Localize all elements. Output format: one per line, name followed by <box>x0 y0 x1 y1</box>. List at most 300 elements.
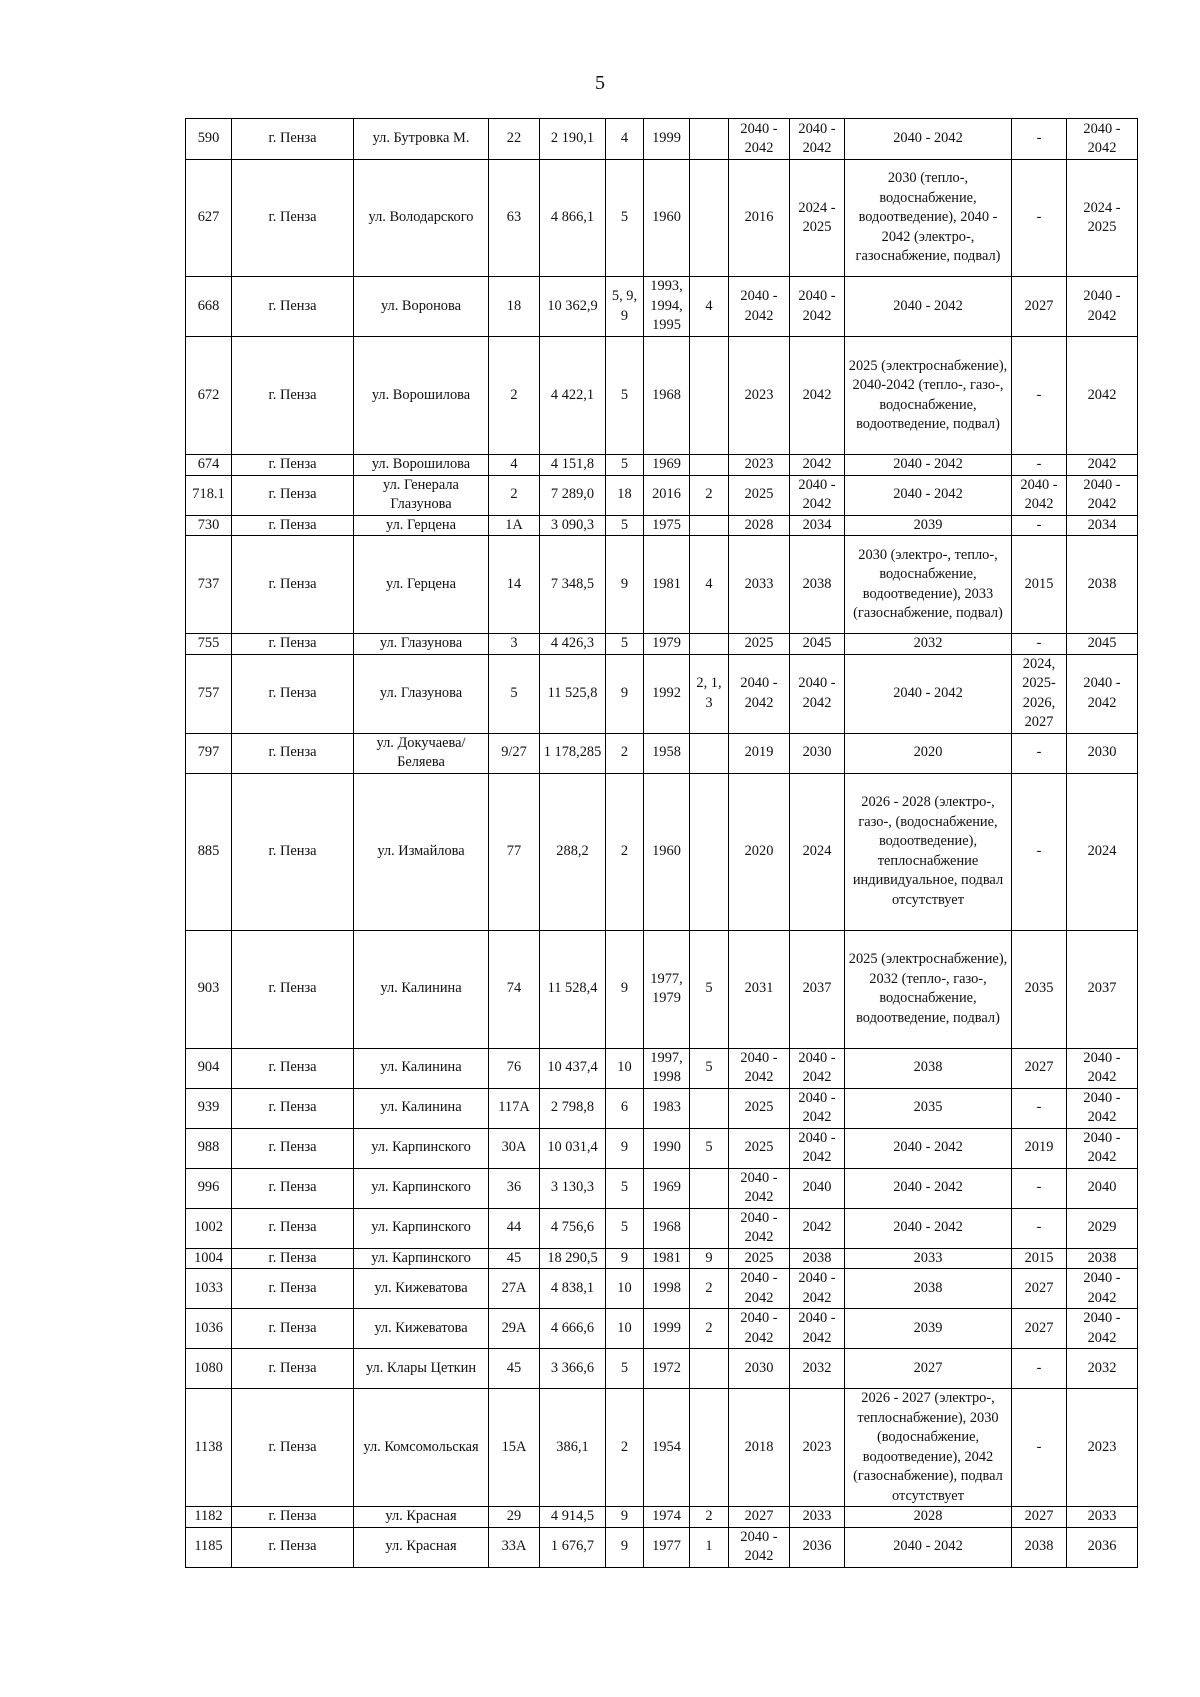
cell-entrances: 5 <box>690 930 729 1048</box>
cell-term-elevator: 2027 <box>1012 277 1067 337</box>
cell-street: ул. Ворошилова <box>354 455 489 476</box>
cell-floors: 5 <box>606 1208 644 1248</box>
cell-entrances <box>690 1088 729 1128</box>
cell-term-engineering: 2026 - 2028 (электро-, газо-, (водоснабжение, водоотведение), теплоснабжение индивидуальное, подвал отсутствует <box>845 773 1012 930</box>
cell-house-id: 885 <box>186 773 232 930</box>
cell-house-number: 30А <box>489 1128 540 1168</box>
cell-entrances <box>690 1208 729 1248</box>
table-row <box>186 773 1138 930</box>
cell-term-roof: 2016 <box>729 160 790 277</box>
cell-entrances: 2 <box>690 1507 729 1528</box>
cell-city: г. Пенза <box>232 733 354 773</box>
cell-term-roof: 2025 <box>729 1088 790 1128</box>
cell-street: ул. Герцена <box>354 515 489 536</box>
cell-street: ул. Кижеватова <box>354 1269 489 1309</box>
cell-floors: 5 <box>606 1349 644 1389</box>
cell-house-id: 627 <box>186 160 232 277</box>
cell-term-elevator: 2027 <box>1012 1048 1067 1088</box>
cell-house-id: 988 <box>186 1128 232 1168</box>
cell-house-id: 755 <box>186 634 232 655</box>
cell-area: 4 914,5 <box>540 1507 606 1528</box>
cell-term-roof: 2023 <box>729 455 790 476</box>
cell-entrances: 5 <box>690 1048 729 1088</box>
cell-street: ул. Измайлова <box>354 773 489 930</box>
cell-term-roof: 2025 <box>729 1128 790 1168</box>
cell-house-number: 3 <box>489 634 540 655</box>
cell-term-facade: 2024 <box>790 773 845 930</box>
cell-house-id: 730 <box>186 515 232 536</box>
cell-entrances <box>690 634 729 655</box>
cell-term-facade: 2045 <box>790 634 845 655</box>
cell-house-number: 2 <box>489 337 540 455</box>
cell-house-number: 45 <box>489 1349 540 1389</box>
cell-build-year: 1977, 1979 <box>644 930 690 1048</box>
cell-entrances <box>690 1168 729 1208</box>
cell-term-engineering: 2030 (тепло-, водоснабжение, водоотведение), 2040 - 2042 (электро-, газоснабжение, подвал) <box>845 160 1012 277</box>
cell-term-elevator: - <box>1012 455 1067 476</box>
cell-term-facade: 2024 - 2025 <box>790 160 845 277</box>
cell-street: ул. Глазунова <box>354 634 489 655</box>
cell-floors: 5 <box>606 634 644 655</box>
cell-street: ул. Клары Цеткин <box>354 1349 489 1389</box>
cell-term-engineering: 2038 <box>845 1048 1012 1088</box>
cell-term-elevator: - <box>1012 119 1067 160</box>
cell-house-id: 939 <box>186 1088 232 1128</box>
cell-street: ул. Ворошилова <box>354 337 489 455</box>
cell-floors: 9 <box>606 1128 644 1168</box>
cell-term-roof: 2030 <box>729 1349 790 1389</box>
cell-term-roof: 2040 - 2042 <box>729 1168 790 1208</box>
cell-city: г. Пенза <box>232 1048 354 1088</box>
cell-entrances <box>690 455 729 476</box>
cell-term-facade: 2033 <box>790 1507 845 1528</box>
cell-term-foundation: 2034 <box>1067 515 1138 536</box>
cell-floors: 9 <box>606 1507 644 1528</box>
cell-term-elevator: - <box>1012 634 1067 655</box>
cell-house-id: 1185 <box>186 1527 232 1567</box>
cell-term-elevator: - <box>1012 160 1067 277</box>
cell-house-number: 1А <box>489 515 540 536</box>
cell-house-number: 9/27 <box>489 733 540 773</box>
cell-house-number: 27А <box>489 1269 540 1309</box>
cell-build-year: 1977 <box>644 1527 690 1567</box>
cell-term-elevator: - <box>1012 1168 1067 1208</box>
cell-term-roof: 2025 <box>729 1248 790 1269</box>
cell-city: г. Пенза <box>232 515 354 536</box>
cell-city: г. Пенза <box>232 1128 354 1168</box>
table-row <box>186 1048 1138 1088</box>
cell-city: г. Пенза <box>232 1349 354 1389</box>
cell-house-number: 14 <box>489 536 540 634</box>
cell-term-elevator: - <box>1012 337 1067 455</box>
cell-house-number: 4 <box>489 455 540 476</box>
cell-city: г. Пенза <box>232 1168 354 1208</box>
cell-entrances: 2 <box>690 1269 729 1309</box>
cell-house-id: 996 <box>186 1168 232 1208</box>
cell-house-number: 18 <box>489 277 540 337</box>
cell-build-year: 1968 <box>644 1208 690 1248</box>
housing-registry-table <box>185 118 1138 1568</box>
cell-house-number: 2 <box>489 475 540 515</box>
cell-term-foundation: 2040 - 2042 <box>1067 119 1138 160</box>
cell-term-engineering: 2039 <box>845 1309 1012 1349</box>
cell-term-foundation: 2042 <box>1067 455 1138 476</box>
cell-term-facade: 2040 - 2042 <box>790 1269 845 1309</box>
cell-term-elevator: 2015 <box>1012 536 1067 634</box>
cell-entrances: 2 <box>690 1309 729 1349</box>
cell-build-year: 1975 <box>644 515 690 536</box>
cell-area: 10 362,9 <box>540 277 606 337</box>
cell-term-elevator: 2015 <box>1012 1248 1067 1269</box>
cell-build-year: 1960 <box>644 160 690 277</box>
cell-term-engineering: 2038 <box>845 1269 1012 1309</box>
cell-house-number: 22 <box>489 119 540 160</box>
cell-area: 3 366,6 <box>540 1349 606 1389</box>
table-row <box>186 1527 1138 1567</box>
cell-term-engineering: 2032 <box>845 634 1012 655</box>
cell-city: г. Пенза <box>232 1389 354 1507</box>
table-row <box>186 1128 1138 1168</box>
cell-term-elevator: 2024, 2025-2026, 2027 <box>1012 654 1067 733</box>
cell-term-foundation: 2029 <box>1067 1208 1138 1248</box>
cell-house-number: 33А <box>489 1527 540 1567</box>
cell-floors: 9 <box>606 1248 644 1269</box>
cell-entrances: 4 <box>690 277 729 337</box>
cell-city: г. Пенза <box>232 1507 354 1528</box>
cell-term-roof: 2028 <box>729 515 790 536</box>
cell-term-elevator: - <box>1012 1208 1067 1248</box>
cell-floors: 18 <box>606 475 644 515</box>
cell-build-year: 1992 <box>644 654 690 733</box>
cell-term-facade: 2040 - 2042 <box>790 654 845 733</box>
cell-build-year: 1993, 1994, 1995 <box>644 277 690 337</box>
cell-build-year: 1999 <box>644 119 690 160</box>
cell-build-year: 1954 <box>644 1389 690 1507</box>
cell-term-foundation: 2040 - 2042 <box>1067 1088 1138 1128</box>
cell-build-year: 1979 <box>644 634 690 655</box>
cell-street: ул. Карпинского <box>354 1208 489 1248</box>
cell-area: 4 756,6 <box>540 1208 606 1248</box>
cell-street: ул. Калинина <box>354 930 489 1048</box>
cell-area: 2 798,8 <box>540 1088 606 1128</box>
cell-build-year: 1981 <box>644 536 690 634</box>
cell-term-roof: 2040 - 2042 <box>729 1048 790 1088</box>
cell-entrances: 2 <box>690 475 729 515</box>
cell-term-foundation: 2033 <box>1067 1507 1138 1528</box>
cell-floors: 2 <box>606 733 644 773</box>
cell-floors: 5 <box>606 455 644 476</box>
cell-house-number: 76 <box>489 1048 540 1088</box>
cell-term-foundation: 2040 - 2042 <box>1067 1269 1138 1309</box>
cell-street: ул. Глазунова <box>354 654 489 733</box>
cell-term-elevator: - <box>1012 773 1067 930</box>
table-row <box>186 277 1138 337</box>
cell-street: ул. Калинина <box>354 1048 489 1088</box>
cell-term-engineering: 2040 - 2042 <box>845 475 1012 515</box>
cell-term-engineering: 2025 (электроснабжение), 2040-2042 (тепло-, газо-, водоснабжение, водоотведение, подвал) <box>845 337 1012 455</box>
cell-city: г. Пенза <box>232 1248 354 1269</box>
cell-term-facade: 2023 <box>790 1389 845 1507</box>
cell-floors: 6 <box>606 1088 644 1128</box>
cell-city: г. Пенза <box>232 634 354 655</box>
cell-term-elevator: - <box>1012 1349 1067 1389</box>
cell-house-id: 757 <box>186 654 232 733</box>
cell-floors: 5 <box>606 515 644 536</box>
cell-city: г. Пенза <box>232 119 354 160</box>
cell-area: 288,2 <box>540 773 606 930</box>
cell-entrances: 9 <box>690 1248 729 1269</box>
cell-area: 18 290,5 <box>540 1248 606 1269</box>
cell-floors: 5 <box>606 337 644 455</box>
cell-entrances <box>690 733 729 773</box>
cell-term-elevator: 2019 <box>1012 1128 1067 1168</box>
cell-term-facade: 2042 <box>790 337 845 455</box>
cell-term-elevator: - <box>1012 1088 1067 1128</box>
cell-house-id: 797 <box>186 733 232 773</box>
cell-term-facade: 2038 <box>790 536 845 634</box>
table-row <box>186 1349 1138 1389</box>
cell-house-id: 668 <box>186 277 232 337</box>
cell-floors: 2 <box>606 1389 644 1507</box>
cell-city: г. Пенза <box>232 930 354 1048</box>
cell-street: ул. Карпинского <box>354 1128 489 1168</box>
cell-street: ул. Генерала Глазунова <box>354 475 489 515</box>
cell-area: 1 178,285 <box>540 733 606 773</box>
cell-build-year: 1969 <box>644 455 690 476</box>
cell-term-elevator: - <box>1012 515 1067 536</box>
cell-term-facade: 2042 <box>790 455 845 476</box>
cell-area: 3 090,3 <box>540 515 606 536</box>
cell-street: ул. Калинина <box>354 1088 489 1128</box>
cell-floors: 5, 9, 9 <box>606 277 644 337</box>
cell-city: г. Пенза <box>232 773 354 930</box>
cell-city: г. Пенза <box>232 455 354 476</box>
cell-term-foundation: 2036 <box>1067 1527 1138 1567</box>
cell-house-id: 1080 <box>186 1349 232 1389</box>
cell-street: ул. Красная <box>354 1527 489 1567</box>
table-row <box>186 1088 1138 1128</box>
cell-city: г. Пенза <box>232 1269 354 1309</box>
cell-house-id: 904 <box>186 1048 232 1088</box>
cell-house-number: 63 <box>489 160 540 277</box>
cell-term-foundation: 2024 - 2025 <box>1067 160 1138 277</box>
cell-term-elevator: 2027 <box>1012 1507 1067 1528</box>
table-row <box>186 337 1138 455</box>
cell-entrances <box>690 773 729 930</box>
cell-street: ул. Карпинского <box>354 1168 489 1208</box>
cell-term-elevator: 2027 <box>1012 1269 1067 1309</box>
cell-term-foundation: 2032 <box>1067 1349 1138 1389</box>
cell-area: 4 866,1 <box>540 160 606 277</box>
cell-floors: 10 <box>606 1269 644 1309</box>
cell-house-number: 29 <box>489 1507 540 1528</box>
cell-house-number: 44 <box>489 1208 540 1248</box>
cell-city: г. Пенза <box>232 475 354 515</box>
cell-term-engineering: 2039 <box>845 515 1012 536</box>
cell-term-facade: 2042 <box>790 1208 845 1248</box>
cell-build-year: 1958 <box>644 733 690 773</box>
cell-floors: 2 <box>606 773 644 930</box>
cell-house-id: 1138 <box>186 1389 232 1507</box>
table-row <box>186 1168 1138 1208</box>
table-row <box>186 536 1138 634</box>
cell-area: 2 190,1 <box>540 119 606 160</box>
cell-house-number: 74 <box>489 930 540 1048</box>
cell-term-roof: 2025 <box>729 634 790 655</box>
cell-term-foundation: 2040 - 2042 <box>1067 1309 1138 1349</box>
cell-term-foundation: 2040 - 2042 <box>1067 1048 1138 1088</box>
cell-term-engineering: 2040 - 2042 <box>845 277 1012 337</box>
cell-floors: 10 <box>606 1048 644 1088</box>
cell-build-year: 1972 <box>644 1349 690 1389</box>
cell-term-facade: 2040 - 2042 <box>790 475 845 515</box>
cell-term-elevator: 2035 <box>1012 930 1067 1048</box>
cell-term-roof: 2040 - 2042 <box>729 1208 790 1248</box>
cell-city: г. Пенза <box>232 536 354 634</box>
table-row <box>186 930 1138 1048</box>
cell-term-elevator: - <box>1012 733 1067 773</box>
cell-term-foundation: 2023 <box>1067 1389 1138 1507</box>
cell-term-engineering: 2040 - 2042 <box>845 654 1012 733</box>
cell-floors: 9 <box>606 654 644 733</box>
cell-street: ул. Кижеватова <box>354 1309 489 1349</box>
cell-street: ул. Комсомольская <box>354 1389 489 1507</box>
cell-area: 4 666,6 <box>540 1309 606 1349</box>
cell-term-roof: 2040 - 2042 <box>729 1309 790 1349</box>
cell-term-foundation: 2024 <box>1067 773 1138 930</box>
cell-area: 386,1 <box>540 1389 606 1507</box>
cell-term-foundation: 2040 <box>1067 1168 1138 1208</box>
table-row <box>186 455 1138 476</box>
cell-term-roof: 2018 <box>729 1389 790 1507</box>
cell-term-roof: 2019 <box>729 733 790 773</box>
cell-term-foundation: 2030 <box>1067 733 1138 773</box>
cell-term-facade: 2036 <box>790 1527 845 1567</box>
table-row <box>186 119 1138 160</box>
cell-city: г. Пенза <box>232 1208 354 1248</box>
cell-floors: 4 <box>606 119 644 160</box>
table-row <box>186 515 1138 536</box>
cell-house-id: 1004 <box>186 1248 232 1269</box>
cell-house-number: 117А <box>489 1088 540 1128</box>
cell-area: 10 031,4 <box>540 1128 606 1168</box>
cell-build-year: 2016 <box>644 475 690 515</box>
cell-floors: 5 <box>606 160 644 277</box>
cell-term-engineering: 2025 (электроснабжение), 2032 (тепло-, газо-, водоснабжение, водоотведение, подвал) <box>845 930 1012 1048</box>
cell-house-id: 737 <box>186 536 232 634</box>
cell-term-foundation: 2037 <box>1067 930 1138 1048</box>
cell-city: г. Пенза <box>232 160 354 277</box>
cell-area: 7 289,0 <box>540 475 606 515</box>
cell-term-roof: 2040 - 2042 <box>729 119 790 160</box>
cell-term-facade: 2038 <box>790 1248 845 1269</box>
cell-area: 4 426,3 <box>540 634 606 655</box>
cell-area: 3 130,3 <box>540 1168 606 1208</box>
cell-entrances: 4 <box>690 536 729 634</box>
table-row <box>186 654 1138 733</box>
cell-term-engineering: 2040 - 2042 <box>845 1527 1012 1567</box>
cell-term-foundation: 2038 <box>1067 536 1138 634</box>
cell-term-roof: 2040 - 2042 <box>729 1527 790 1567</box>
cell-term-engineering: 2040 - 2042 <box>845 119 1012 160</box>
table-row <box>186 733 1138 773</box>
cell-area: 4 422,1 <box>540 337 606 455</box>
cell-term-roof: 2025 <box>729 475 790 515</box>
cell-entrances <box>690 1349 729 1389</box>
cell-term-roof: 2020 <box>729 773 790 930</box>
cell-floors: 9 <box>606 536 644 634</box>
cell-area: 10 437,4 <box>540 1048 606 1088</box>
cell-term-facade: 2030 <box>790 733 845 773</box>
cell-build-year: 1990 <box>644 1128 690 1168</box>
cell-entrances <box>690 119 729 160</box>
cell-house-number: 5 <box>489 654 540 733</box>
cell-area: 4 838,1 <box>540 1269 606 1309</box>
cell-term-facade: 2032 <box>790 1349 845 1389</box>
cell-floors: 5 <box>606 1168 644 1208</box>
cell-house-id: 674 <box>186 455 232 476</box>
cell-house-number: 77 <box>489 773 540 930</box>
cell-area: 11 525,8 <box>540 654 606 733</box>
cell-entrances <box>690 160 729 277</box>
cell-floors: 10 <box>606 1309 644 1349</box>
cell-term-roof: 2040 - 2042 <box>729 277 790 337</box>
cell-street: ул. Карпинского <box>354 1248 489 1269</box>
cell-term-engineering: 2026 - 2027 (электро-, теплоснабжение), 2030 (водоснабжение, водоотведение), 2042 (газоснабжение), подвал отсутствует <box>845 1389 1012 1507</box>
cell-build-year: 1981 <box>644 1248 690 1269</box>
cell-house-id: 718.1 <box>186 475 232 515</box>
cell-term-engineering: 2040 - 2042 <box>845 1128 1012 1168</box>
cell-term-roof: 2033 <box>729 536 790 634</box>
cell-city: г. Пенза <box>232 337 354 455</box>
page-number: 5 <box>595 72 605 94</box>
cell-term-facade: 2034 <box>790 515 845 536</box>
table-row <box>186 1309 1138 1349</box>
cell-street: ул. Герцена <box>354 536 489 634</box>
cell-term-engineering: 2040 - 2042 <box>845 1168 1012 1208</box>
cell-house-number: 15А <box>489 1389 540 1507</box>
cell-term-engineering: 2020 <box>845 733 1012 773</box>
cell-term-engineering: 2027 <box>845 1349 1012 1389</box>
cell-term-engineering: 2035 <box>845 1088 1012 1128</box>
cell-term-elevator: - <box>1012 1389 1067 1507</box>
cell-area: 4 151,8 <box>540 455 606 476</box>
cell-house-id: 590 <box>186 119 232 160</box>
cell-house-number: 36 <box>489 1168 540 1208</box>
cell-house-id: 903 <box>186 930 232 1048</box>
cell-build-year: 1974 <box>644 1507 690 1528</box>
table-row <box>186 1389 1138 1507</box>
cell-house-id: 1033 <box>186 1269 232 1309</box>
cell-street: ул. Володарского <box>354 160 489 277</box>
cell-term-facade: 2037 <box>790 930 845 1048</box>
cell-term-facade: 2040 - 2042 <box>790 1128 845 1168</box>
cell-city: г. Пенза <box>232 1309 354 1349</box>
cell-street: ул. Бутровка М. <box>354 119 489 160</box>
cell-build-year: 1968 <box>644 337 690 455</box>
cell-entrances: 1 <box>690 1527 729 1567</box>
cell-entrances: 5 <box>690 1128 729 1168</box>
cell-area: 11 528,4 <box>540 930 606 1048</box>
cell-street: ул. Воронова <box>354 277 489 337</box>
cell-city: г. Пенза <box>232 1527 354 1567</box>
table-row <box>186 1248 1138 1269</box>
cell-house-number: 29А <box>489 1309 540 1349</box>
cell-city: г. Пенза <box>232 654 354 733</box>
cell-term-roof: 2040 - 2042 <box>729 654 790 733</box>
cell-term-facade: 2040 - 2042 <box>790 1309 845 1349</box>
cell-build-year: 1997, 1998 <box>644 1048 690 1088</box>
